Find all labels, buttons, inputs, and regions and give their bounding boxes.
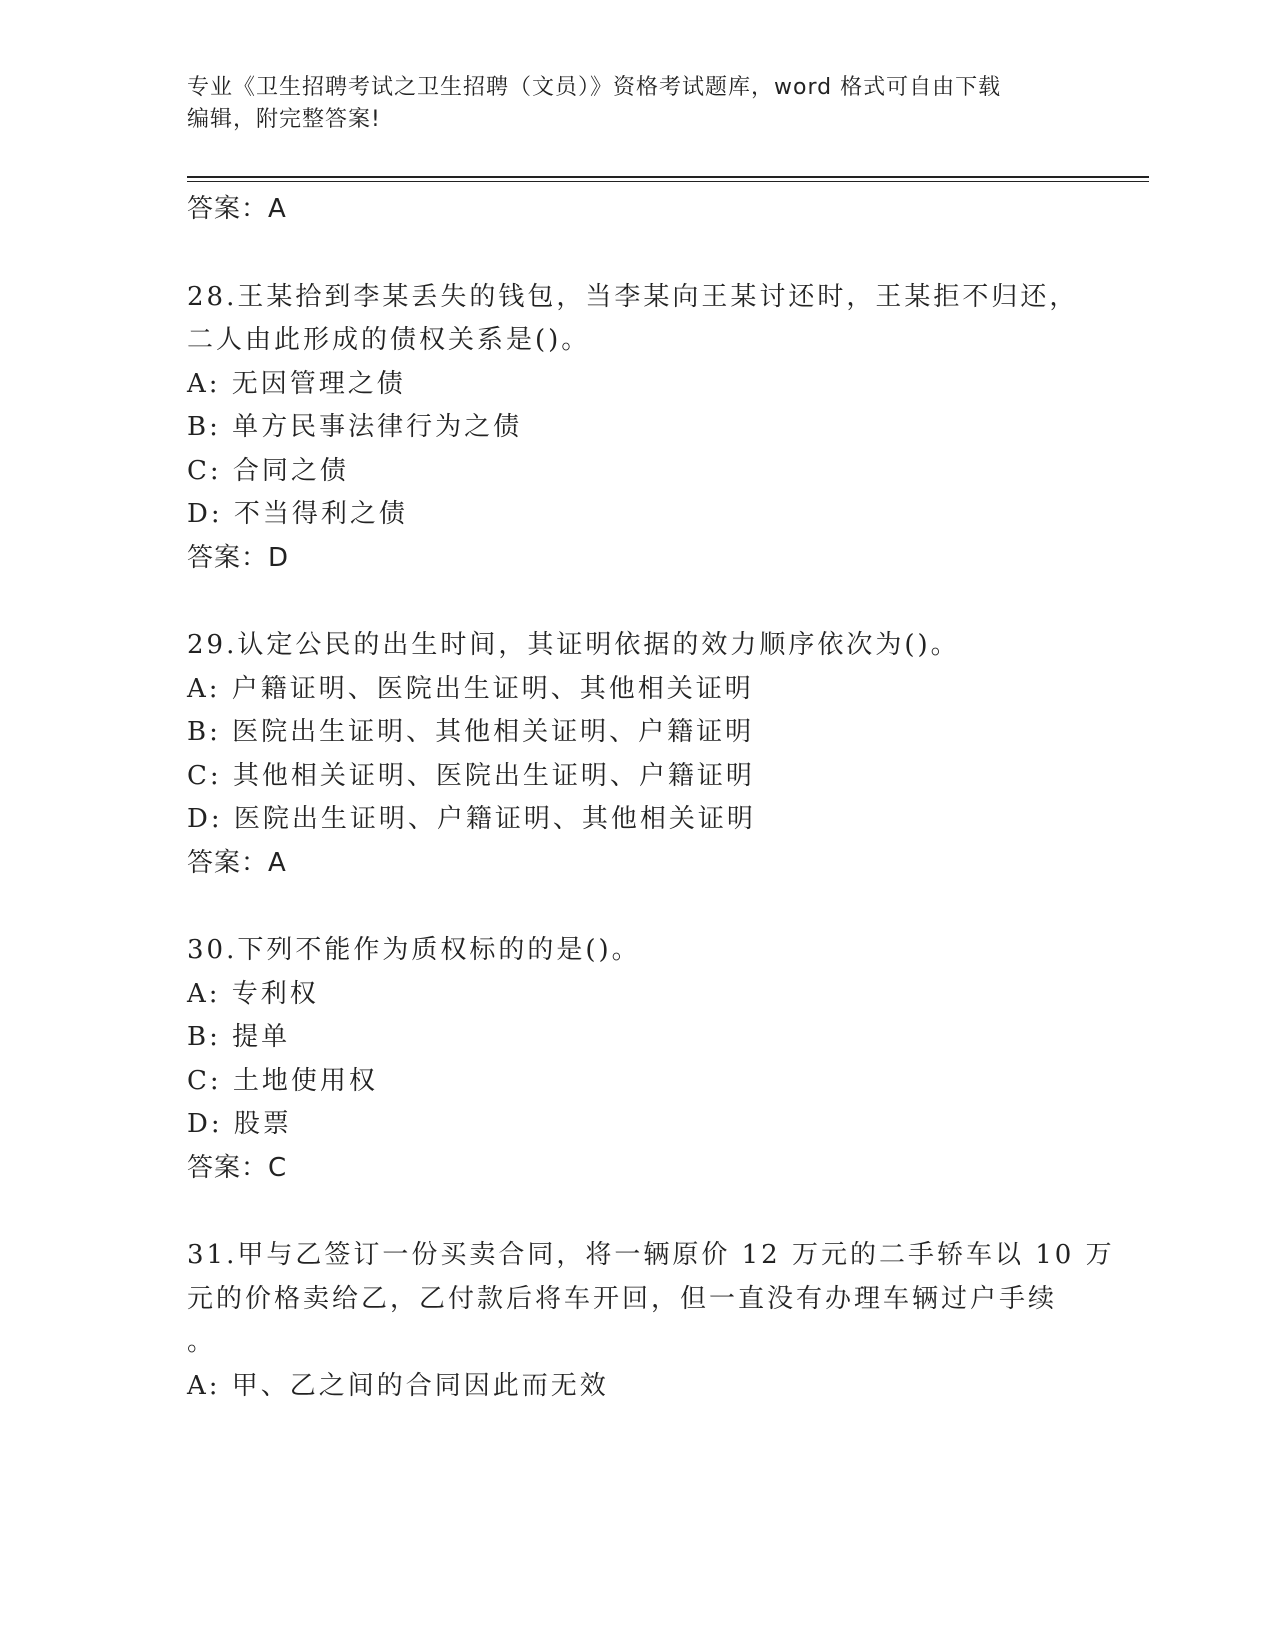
question-28-line-1: 28.王某拾到李某丢失的钱包，当李某向王某讨还时，王某拒不归还， xyxy=(187,282,1079,312)
header-line-1: 专业《卫生招聘考试之卫生招聘（文员）》资格考试题库，word 格式可自由下载 xyxy=(187,75,1002,100)
question-31-line-3: 。 xyxy=(187,1327,217,1357)
header-rule-thin xyxy=(187,181,1149,182)
question-31-line-2: 元的价格卖给乙，乙付款后将车开回，但一直没有办理车辆过户手续 xyxy=(187,1284,1058,1314)
header-line-2: 编辑，附完整答案! xyxy=(187,107,381,132)
question-30-line-1: 30.下列不能作为质权标的的是()。 xyxy=(187,935,641,965)
question-29-option-b: B: 医院出生证明、其他相关证明、户籍证明 xyxy=(187,717,755,747)
question-29-option-a: A: 户籍证明、医院出生证明、其他相关证明 xyxy=(187,674,754,704)
question-28-option-a: A: 无因管理之债 xyxy=(187,369,406,399)
question-30-option-d: D: 股票 xyxy=(187,1109,292,1139)
question-30-option-b: B: 提单 xyxy=(187,1022,291,1052)
question-30-option-a: A: 专利权 xyxy=(187,979,319,1009)
question-30-answer: 答案：C xyxy=(187,1153,288,1183)
question-28-line-2: 二人由此形成的债权关系是()。 xyxy=(187,325,591,355)
page-header xyxy=(187,72,1087,136)
question-31-line-1: 31.甲与乙签订一份买卖合同，将一辆原价 12 万元的二手轿车以 10 万 xyxy=(187,1240,1115,1270)
question-28-option-d: D: 不当得利之债 xyxy=(187,499,408,529)
question-29-option-d: D: 医院出生证明、户籍证明、其他相关证明 xyxy=(187,804,756,834)
question-29-line-1: 29.认定公民的出生时间，其证明依据的效力顺序依次为()。 xyxy=(187,630,960,660)
header-rule-thick xyxy=(187,176,1149,178)
question-31-option-a: A: 甲、乙之间的合同因此而无效 xyxy=(187,1371,609,1401)
question-29-option-c: C: 其他相关证明、医院出生证明、户籍证明 xyxy=(187,761,755,791)
question-28-option-b: B: 单方民事法律行为之债 xyxy=(187,412,523,442)
question-30-option-c: C: 土地使用权 xyxy=(187,1066,378,1096)
question-28-option-c: C: 合同之债 xyxy=(187,456,349,486)
question-29-answer: 答案：A xyxy=(187,848,287,878)
answer-label: 答案：A xyxy=(187,194,287,224)
question-28-answer: 答案：D xyxy=(187,543,290,573)
